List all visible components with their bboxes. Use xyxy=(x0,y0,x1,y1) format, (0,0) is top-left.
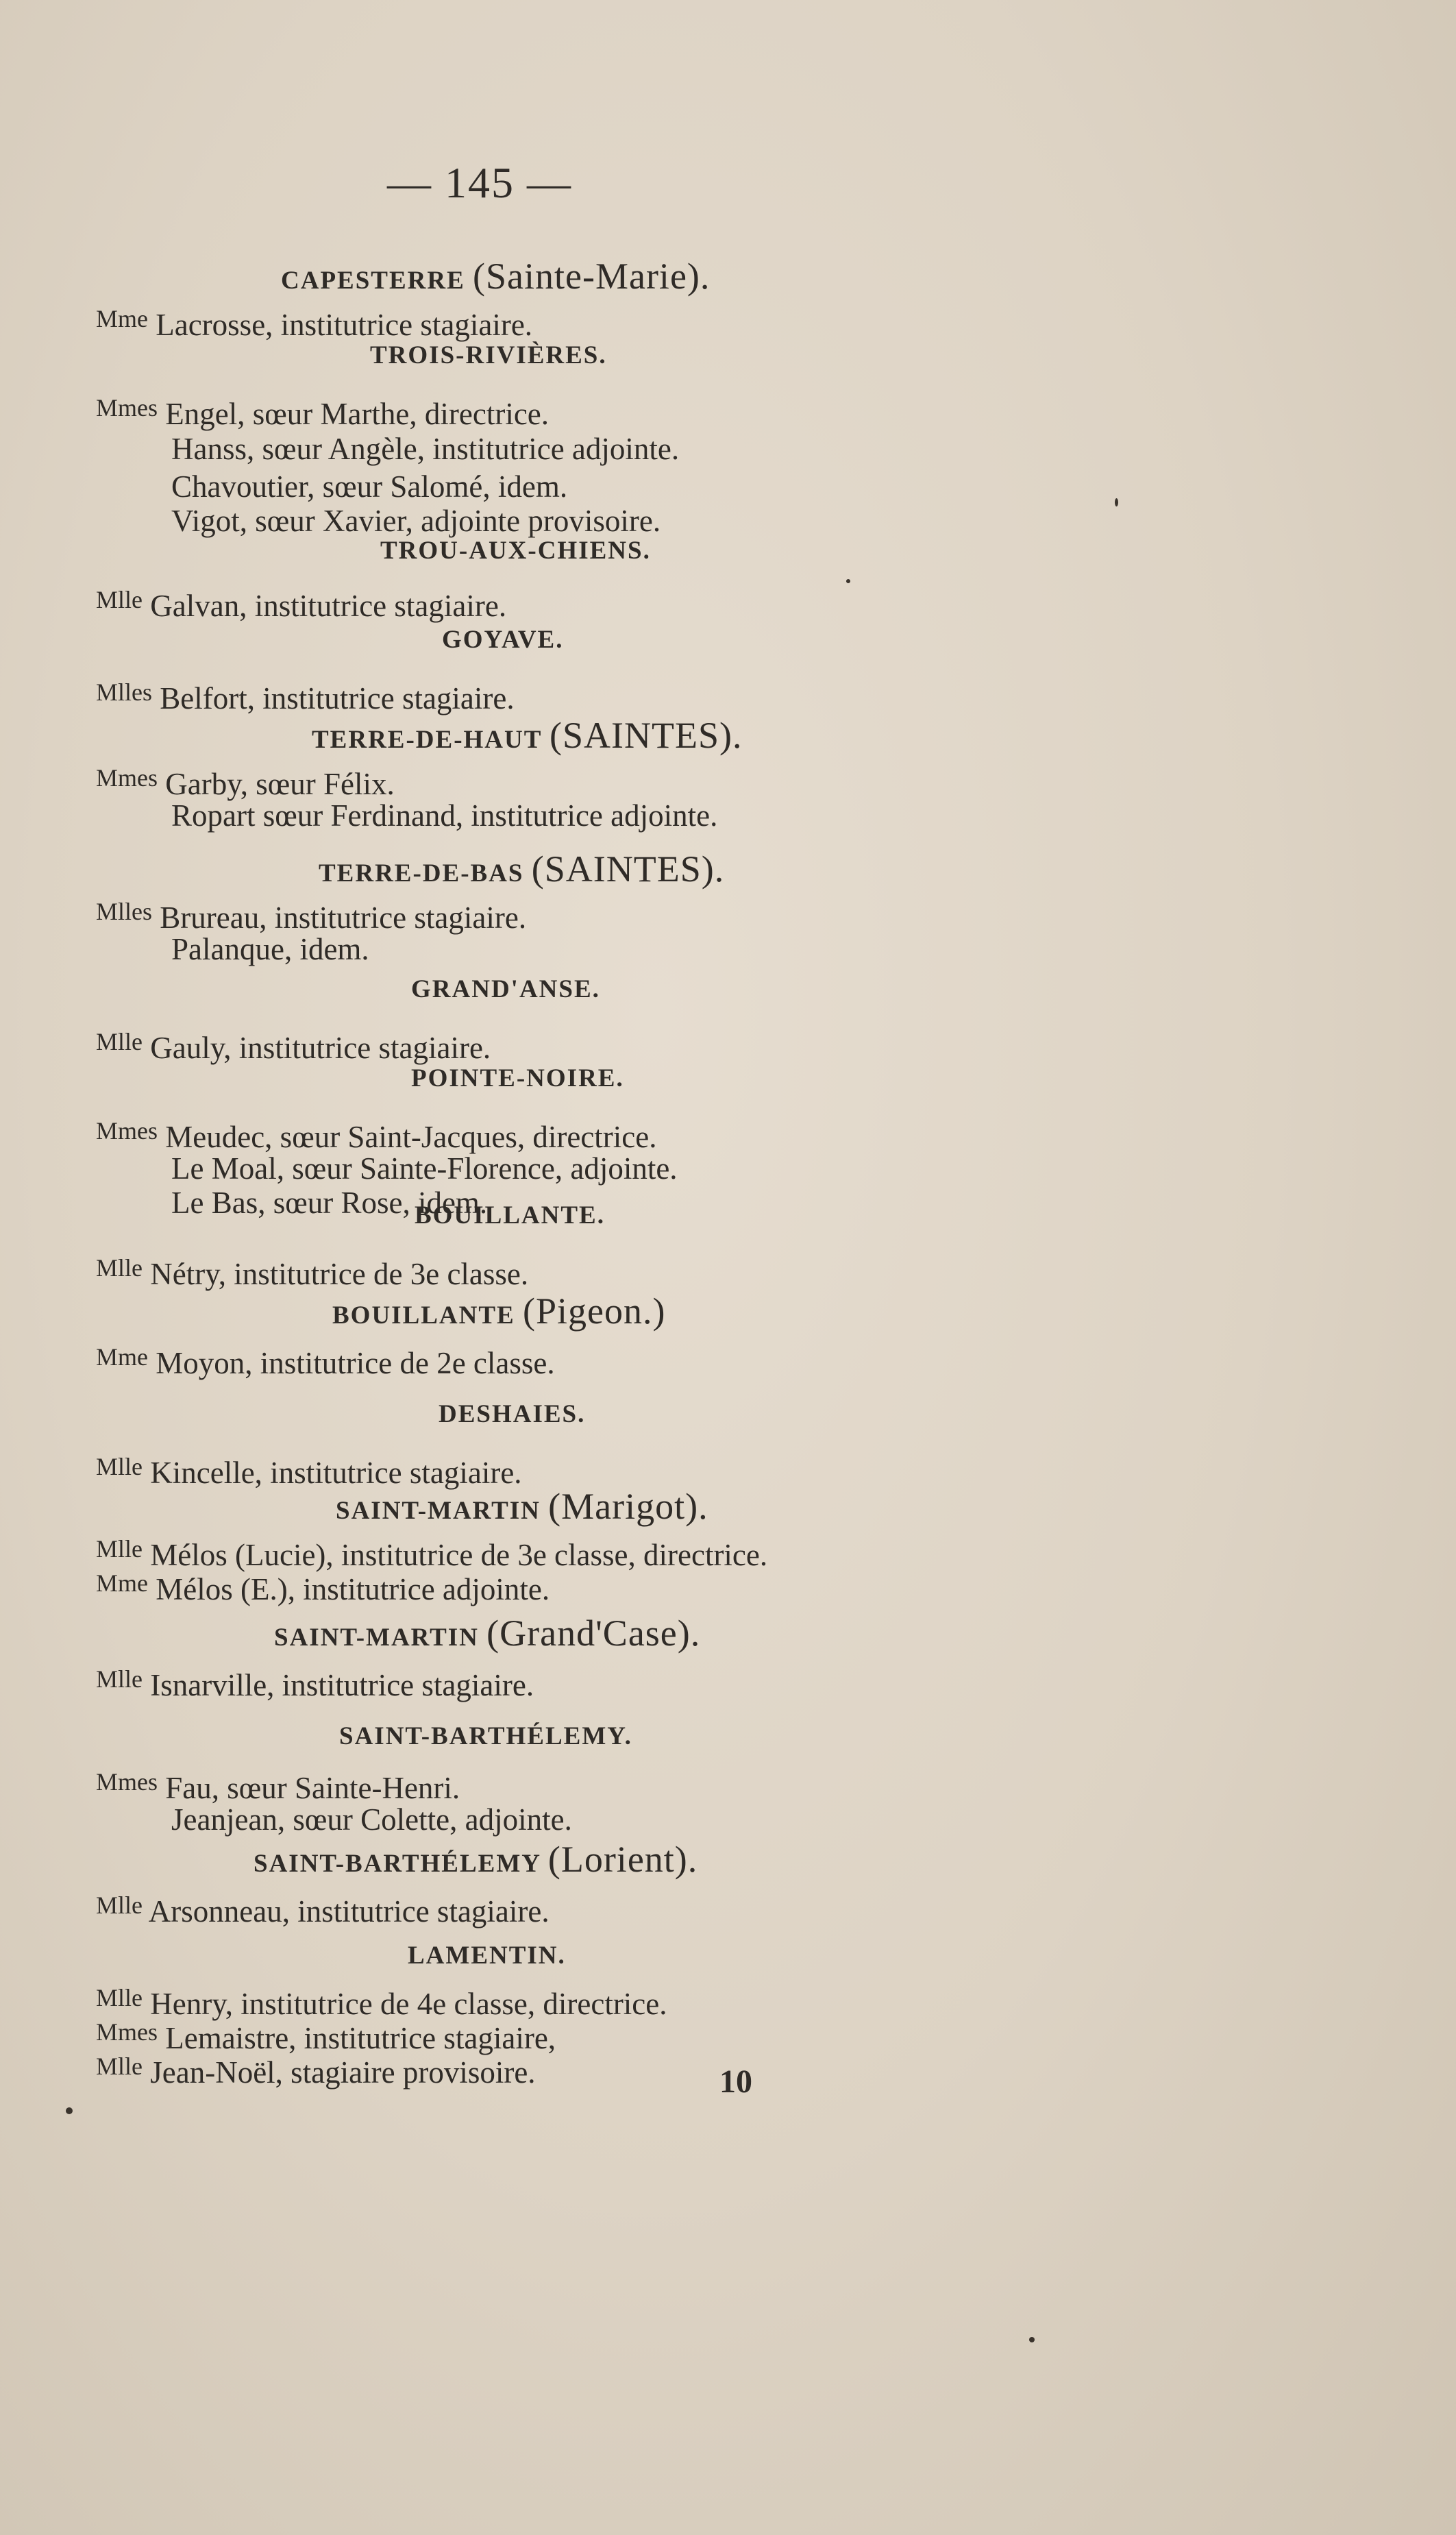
entry-title: Mlle xyxy=(96,586,143,613)
section-heading-paren: (Sainte-Marie). xyxy=(473,256,711,297)
section-heading-paren: (Pigeon.) xyxy=(522,1290,666,1332)
staff-entry xyxy=(96,673,515,718)
section-heading xyxy=(254,1838,698,1881)
section-heading-text: TERRE-DE-BAS xyxy=(319,859,524,887)
section-heading-text: TERRE-DE-HAUT xyxy=(312,726,542,754)
entry-text: Lacrosse, institutrice stagiaire. xyxy=(156,308,533,342)
section-heading-text: GRAND'ANSE. xyxy=(411,975,600,1003)
entry-title: Mlle xyxy=(96,1453,143,1480)
entry-text: Arsonneau, institutrice stagiaire. xyxy=(148,1894,550,1928)
footer-number: 10 xyxy=(719,2063,752,2100)
section-heading xyxy=(319,848,724,890)
entry-text: Lemaistre, institutrice stagiaire, xyxy=(165,2021,556,2055)
entry-text: Gauly, institutrice stagiaire. xyxy=(150,1031,491,1065)
section-heading-paren: (SAINTES). xyxy=(550,715,743,756)
entry-title: Mmes xyxy=(96,2018,158,2046)
section-heading xyxy=(415,1201,605,1230)
section-heading-text: DESHAIES. xyxy=(439,1400,586,1428)
section-heading-text: SAINT-BARTHÉLEMY. xyxy=(339,1722,632,1750)
section-heading-paren: (Lorient). xyxy=(547,1839,698,1880)
entry-text: Moyon, institutrice de 2e classe. xyxy=(156,1346,555,1380)
entry-text: Vigot, sœur Xavier, adjointe provisoire. xyxy=(171,504,661,538)
entry-title: Mlles xyxy=(96,678,153,706)
entry-text: Le Moal, sœur Sainte-Florence, adjointe. xyxy=(171,1151,678,1186)
section-heading-text: SAINT-MARTIN xyxy=(336,1497,541,1525)
entry-text: Nétry, institutrice de 3e classe. xyxy=(150,1257,529,1291)
entry-title: Mlle xyxy=(96,1028,143,1055)
section-heading-text: POINTE-NOIRE. xyxy=(411,1064,624,1092)
entry-title: Mlle xyxy=(96,1984,143,2011)
paper-speck xyxy=(1029,2337,1035,2342)
entry-title: Mme xyxy=(96,1343,148,1371)
staff-entry xyxy=(96,1149,678,1188)
section-heading-paren: (Grand'Case). xyxy=(486,1613,701,1654)
staff-entry xyxy=(96,430,679,469)
entry-title: Mlle xyxy=(96,1535,143,1563)
section-heading xyxy=(408,1941,566,1970)
entry-text: Ropart sœur Ferdinand, institutrice adjointe. xyxy=(171,798,718,833)
entry-title: Mmes xyxy=(96,1768,158,1796)
section-heading xyxy=(411,1064,624,1093)
section-heading xyxy=(281,255,710,297)
page-content xyxy=(96,158,863,2140)
entry-text: Le Bas, sœur Rose, idem. xyxy=(171,1186,488,1220)
section-heading xyxy=(411,975,600,1004)
section-heading-text: TROU-AUX-CHIENS. xyxy=(380,537,651,565)
entry-title: Mlle xyxy=(96,2053,143,2080)
section-heading-paren: (SAINTES). xyxy=(531,848,725,890)
staff-entry xyxy=(96,1660,534,1705)
entry-text: Fau, sœur Sainte-Henri. xyxy=(165,1771,460,1805)
staff-entry xyxy=(96,467,567,506)
entry-text: Engel, sœur Marthe, directrice. xyxy=(165,397,550,431)
page-number: — 145 — xyxy=(387,158,572,207)
entry-title: Mlle xyxy=(96,1665,143,1693)
entry-title: Mlle xyxy=(96,1891,143,1919)
section-heading xyxy=(442,625,563,654)
entry-title: Mlle xyxy=(96,1254,143,1282)
section-heading-text: CAPESTERRE xyxy=(281,267,465,295)
section-heading xyxy=(312,714,742,757)
entry-text: Palanque, idem. xyxy=(171,932,369,966)
sections-list xyxy=(96,221,863,2140)
entry-text: Hanss, sœur Angèle, institutrice adjointe. xyxy=(171,432,680,466)
entry-text: Belfort, institutrice stagiaire. xyxy=(160,681,515,715)
staff-entry xyxy=(96,1022,491,1068)
staff-entry xyxy=(96,389,549,434)
entry-text: Isnarville, institutrice stagiaire. xyxy=(150,1668,534,1702)
staff-entry xyxy=(96,1338,555,1383)
paper-speck xyxy=(846,579,850,583)
entry-text: Kincelle, institutrice stagiaire. xyxy=(150,1456,522,1490)
staff-entry xyxy=(96,502,661,541)
section-heading-paren: (Marigot). xyxy=(548,1486,708,1527)
section-heading xyxy=(336,1485,708,1528)
entry-title: Mme xyxy=(96,1569,148,1597)
entry-text: Meudec, sœur Saint-Jacques, directrice. xyxy=(165,1120,657,1154)
staff-entry xyxy=(96,1800,572,1839)
section-heading xyxy=(380,536,651,565)
paper-speck xyxy=(66,2107,73,2114)
staff-entry xyxy=(96,1564,550,1609)
section-heading-text: GOYAVE. xyxy=(442,626,564,654)
paper-speck xyxy=(1115,498,1118,506)
section-heading-text: SAINT-BARTHÉLEMY xyxy=(254,1850,541,1878)
entry-title: Mmes xyxy=(96,394,158,421)
section-heading-text: TROIS-RIVIÈRES. xyxy=(370,341,607,369)
entry-title: Mmes xyxy=(96,764,158,792)
staff-entry xyxy=(96,2047,536,2092)
entry-text: Brureau, institutrice stagiaire. xyxy=(160,901,527,935)
section-heading-text: SAINT-MARTIN xyxy=(274,1624,479,1652)
entry-title: Mlles xyxy=(96,898,153,925)
entry-title: Mme xyxy=(96,305,148,332)
entry-text: Galvan, institutrice stagiaire. xyxy=(150,589,507,623)
section-heading xyxy=(339,1722,632,1751)
staff-entry xyxy=(96,930,369,969)
staff-entry xyxy=(96,796,717,835)
section-heading-text: LAMENTIN. xyxy=(408,1942,566,1970)
staff-entry xyxy=(96,1249,528,1294)
section-heading-text: BOUILLANTE. xyxy=(415,1201,605,1229)
section-heading-text: BOUILLANTE xyxy=(332,1301,515,1330)
section-heading xyxy=(370,341,607,370)
section-heading xyxy=(274,1612,700,1654)
staff-entry xyxy=(96,299,532,345)
entry-text: Garby, sœur Félix. xyxy=(165,767,395,801)
entry-text: Mélos (Lucie), institutrice de 3e classe, directrice. xyxy=(150,1538,768,1572)
staff-entry xyxy=(96,1886,550,1931)
entry-text: Henry, institutrice de 4e classe, directrice. xyxy=(150,1987,667,2021)
entry-title: Mmes xyxy=(96,1117,158,1144)
staff-entry xyxy=(96,580,506,626)
section-heading xyxy=(332,1290,665,1332)
entry-text: Chavoutier, sœur Salomé, idem. xyxy=(171,469,568,504)
section-heading xyxy=(439,1399,585,1429)
entry-text: Jean-Noël, stagiaire provisoire. xyxy=(150,2055,536,2090)
entry-text: Mélos (E.), institutrice adjointe. xyxy=(156,1572,550,1606)
entry-text: Jeanjean, sœur Colette, adjointe. xyxy=(171,1802,572,1837)
